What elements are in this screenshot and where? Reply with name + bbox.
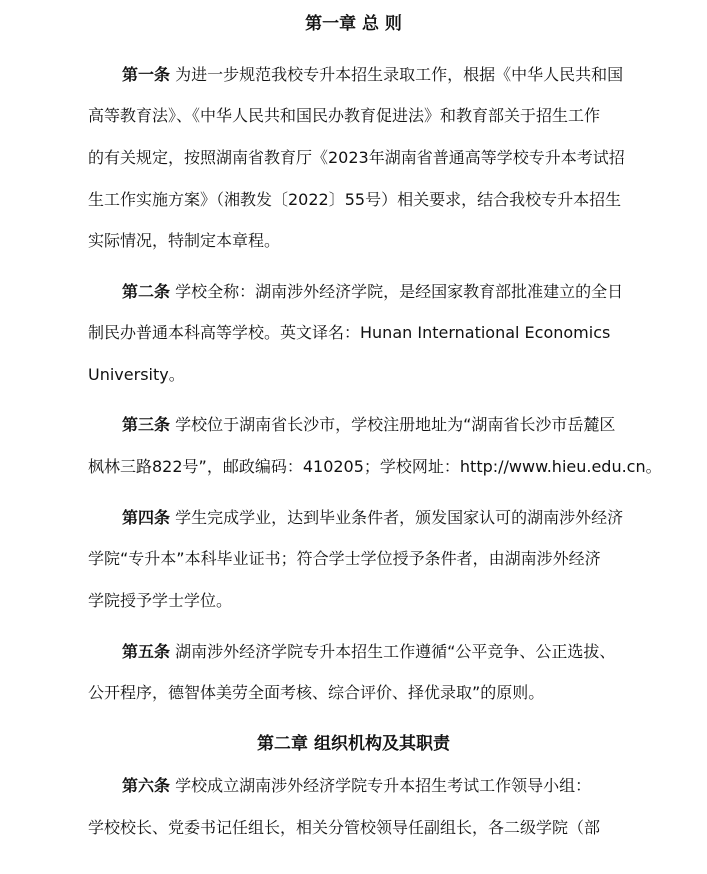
- article-5-line-1: [122, 641, 615, 663]
- article-4-line-3: 学院授予学士学位。: [88, 591, 233, 610]
- article-2-label: 第二条: [122, 282, 171, 301]
- article-2-text: 学校全称：湖南涉外经济学院，是经国家教育部批准建立的全日: [170, 282, 624, 301]
- article-4-line-1: [122, 507, 623, 529]
- article-4-text: 学生完成学业，达到毕业条件者，颁发国家认可的湖南涉外经济: [170, 508, 624, 527]
- article-3-line-2: 枫林三路822号”，邮政编码：410205；学校网址：http://www.hieu.edu.cn。: [88, 457, 662, 476]
- article-4-label: 第四条: [122, 508, 171, 527]
- chapter-1-title: 第一章 总 则: [305, 14, 402, 34]
- article-1-label: 第一条: [122, 65, 171, 84]
- article-4-line-2: 学院“专升本”本科毕业证书；符合学士学位授予条件者，由湖南涉外经济: [88, 549, 601, 568]
- article-5-line-2: 公开程序，德智体美劳全面考核、综合评价、择优录取”的原则。: [88, 683, 545, 702]
- article-6-label: 第六条: [122, 776, 171, 795]
- article-2-line-1: [122, 281, 623, 303]
- article-1-text: 为进一步规范我校专升本招生录取工作，根据《中华人民共和国: [170, 65, 624, 84]
- article-2-line-3: University。: [88, 365, 185, 384]
- article-3-text: 学校位于湖南省长沙市，学校注册地址为“湖南省长沙市岳麓区: [170, 415, 616, 434]
- article-1-line-4: 生工作实施方案》（湘教发〔2022〕55号）相关要求，结合我校专升本招生: [88, 190, 622, 209]
- article-1-line-3: 的有关规定，按照湖南省教育厅《2023年湖南省普通高等学校专升本考试招: [88, 148, 625, 167]
- chapter-2-title: 第二章 组织机构及其职责: [257, 734, 450, 754]
- article-5-text: 湖南涉外经济学院专升本招生工作遵循“公平竞争、公正选拔、: [170, 642, 616, 661]
- article-3-label: 第三条: [122, 415, 171, 434]
- article-6-line-2: 学校校长、党委书记任组长，相关分管校领导任副组长，各二级学院（部: [88, 818, 601, 837]
- article-1-line-2: 高等教育法》、《中华人民共和国民办教育促进法》和教育部关于招生工作: [88, 106, 601, 125]
- article-3-line-1: [122, 414, 615, 436]
- article-1-line-5: 实际情况，特制定本章程。: [88, 231, 281, 250]
- article-5-label: 第五条: [122, 642, 171, 661]
- article-6-text: 学校成立湖南涉外经济学院专升本招生考试工作领导小组：: [170, 776, 592, 795]
- article-1-line-1: [122, 64, 623, 86]
- article-2-line-2: 制民办普通本科高等学校。英文译名：Hunan International Economics: [88, 323, 611, 342]
- article-6-line-1: [122, 775, 591, 797]
